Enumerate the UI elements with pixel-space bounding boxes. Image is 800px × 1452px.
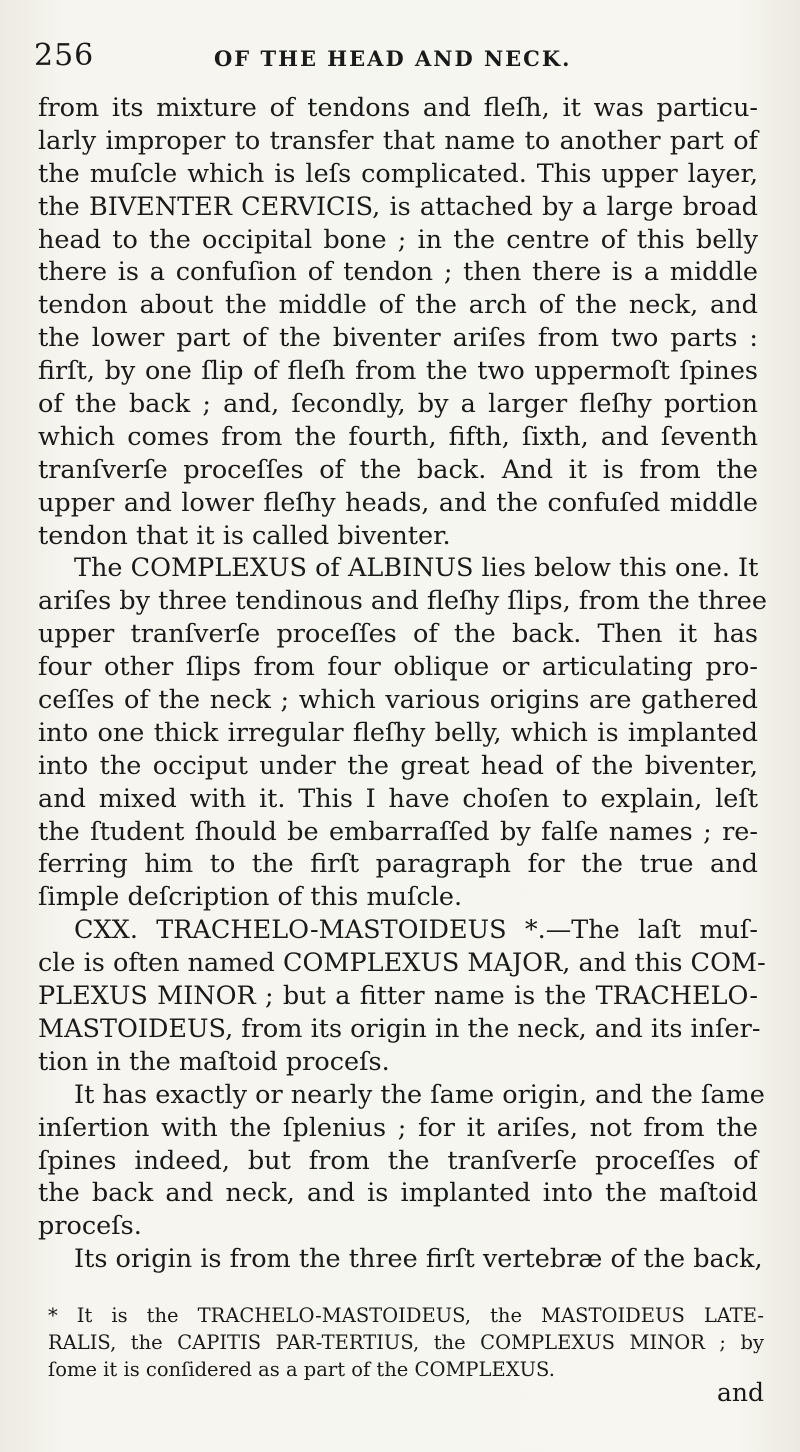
text-line: which comes from the fourth, fifth, ſixth, and ſeventh	[38, 421, 758, 452]
text-line: tion in the maſtoid proceſs.	[38, 1046, 390, 1077]
text-line: into one thick irregular fleſhy belly, which is implanted	[38, 717, 758, 748]
footnote-line: RALIS, the CAPITIS PAR-TERTIUS, the COMPLEXUS MINOR ; by	[48, 1331, 764, 1354]
text-line: tendon about the middle of the arch of the neck, and	[38, 290, 758, 321]
text-line: The COMPLEXUS of ALBINUS lies below this one. It	[74, 553, 759, 584]
footnote-line: ſome it is conſidered as a part of the COMPLEXUS.	[48, 1358, 555, 1381]
text-line: ariſes by three tendinous and fleſhy ſlips, from the three	[38, 586, 767, 617]
text-line: from its mixture of tendons and fleſh, it was particu-	[38, 93, 758, 123]
body-text	[38, 92, 767, 1276]
text-line: four other ſlips from four oblique or articulating pro-	[38, 652, 758, 683]
text-line: firſt, by one ſlip of fleſh from the two uppermoſt ſpines	[38, 356, 758, 387]
text-line: tendon that it is called biventer.	[38, 520, 451, 551]
text-line: inſertion with the ſplenius ; for it ariſes, not from the	[38, 1112, 758, 1143]
text-line: upper and lower fleſhy heads, and the confuſed middle	[38, 487, 758, 518]
text-line: head to the occipital bone ; in the centre of this belly	[38, 224, 758, 255]
page-number: 256	[34, 38, 95, 73]
text-line: ferring him to the firſt paragraph for the true and	[38, 849, 758, 880]
text-line: there is a confuſion of tendon ; then there is a middle	[38, 257, 758, 288]
catchword: and	[716, 1378, 764, 1407]
text-line: larly improper to transfer that name to another part of	[38, 125, 758, 156]
text-line: the back and neck, and is implanted into the maſtoid	[38, 1178, 758, 1209]
running-title: OF THE HEAD AND NECK.	[214, 46, 572, 71]
footnote-line: * It is the TRACHELO-MASTOIDEUS, the MASTOIDEUS LATE-	[48, 1304, 764, 1327]
text-line: cle is often named COMPLEXUS MAJOR, and this COM-	[38, 948, 766, 979]
text-line: ceſſes of the neck ; which various origins are gathered	[38, 685, 758, 716]
text-line: of the back ; and, ſecondly, by a larger fleſhy portion	[38, 389, 758, 420]
text-line: ſimple deſcription of this muſcle.	[38, 882, 463, 913]
text-line: CXX. TRACHELO-MASTOIDEUS *.—The laſt muſ-	[74, 915, 758, 946]
text-line: into the occiput under the great head of the biventer,	[38, 750, 758, 781]
text-line: MASTOIDEUS, from its origin in the neck, and its inſer-	[38, 1013, 761, 1044]
text-line: the lower part of the biventer ariſes from two parts :	[38, 323, 758, 354]
text-line: tranſverſe proceſſes of the back. And it is from the	[38, 454, 758, 485]
text-line: the ſtudent ſhould be embarraſſed by falſe names ; re-	[38, 816, 758, 847]
text-line: the BIVENTER CERVICIS, is attached by a large broad	[38, 191, 758, 222]
text-line: upper tranſverſe proceſſes of the back. Then it has	[38, 619, 758, 650]
text-line: the muſcle which is leſs complicated. This upper layer,	[38, 158, 758, 189]
text-line: PLEXUS MINOR ; but a fitter name is the TRACHELO-	[38, 981, 758, 1012]
footnote	[48, 1302, 764, 1383]
page-header	[34, 38, 774, 78]
text-line: It has exactly or nearly the ſame origin, and the ſame	[74, 1079, 765, 1110]
text-line: and mixed with it. This I have choſen to explain, leſt	[38, 783, 758, 814]
text-line: Its origin is from the three firſt vertebræ of the back,	[74, 1244, 763, 1275]
text-line: proceſs.	[38, 1211, 142, 1242]
text-line: ſpines indeed, but from the tranſverſe proceſſes of	[38, 1145, 758, 1176]
